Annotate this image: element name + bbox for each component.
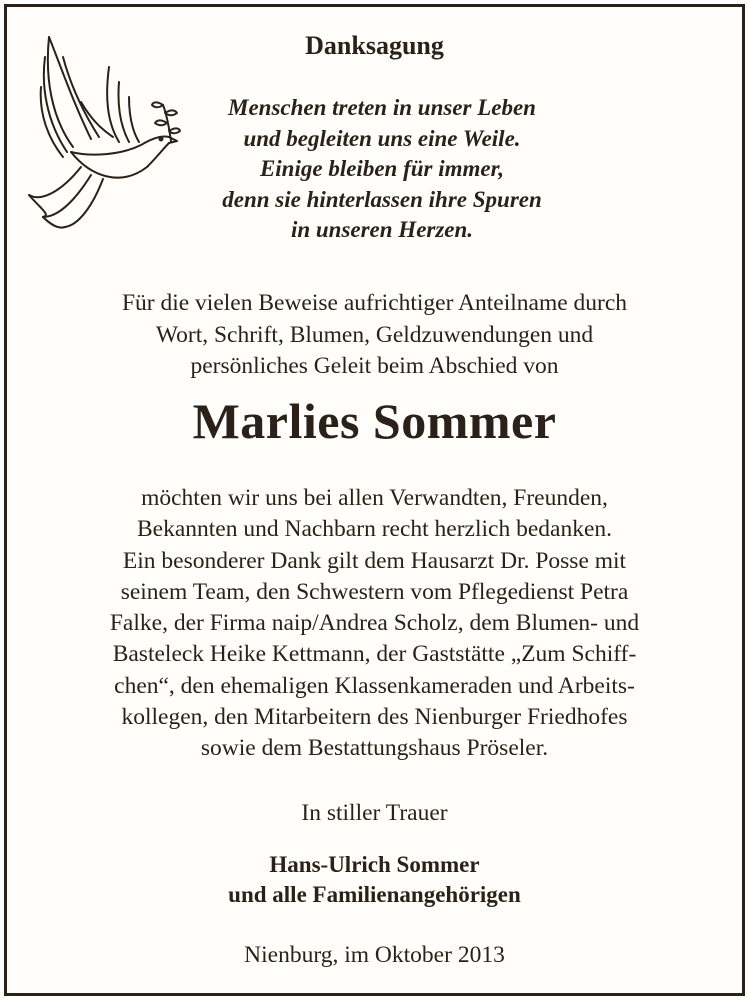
- poem-line: Menschen treten in unser Leben: [228, 95, 536, 120]
- page-title: Danksagung: [305, 31, 444, 60]
- intro-line: Für die vielen Beweise aufrichtiger Anteilname durch: [121, 290, 628, 316]
- thanks-line: Falke, der Firma naip/Andrea Scholz, dem Blumen- und: [109, 610, 640, 637]
- place-date: Nienburg, im Oktober 2013: [244, 942, 505, 968]
- signer-line: Hans-Ulrich Sommer: [269, 852, 480, 877]
- intro-line: Wort, Schrift, Blumen, Geldzuwendungen und: [155, 321, 594, 348]
- thanks-line: chen“, den ehemaligen Klassenkameraden und Arbeits-: [114, 672, 635, 699]
- intro-paragraph: [7, 288, 742, 383]
- obituary-card: [4, 4, 745, 996]
- thanks-line: kollegen, den Mitarbeitern des Nienburger Friedhofes: [121, 704, 628, 731]
- mourning-phrase: In stiller Trauer: [301, 800, 448, 826]
- thanks-line: möchten wir uns bei allen Verwandten, Freunden,: [141, 485, 608, 511]
- thanks-paragraph: [7, 483, 742, 765]
- poem-line: Einige bleiben für immer,: [259, 156, 505, 181]
- thanks-line: sowie dem Bestattungshaus Pröseler.: [200, 735, 549, 762]
- signers: [7, 850, 742, 910]
- poem-line: denn sie hinterlassen ihre Spuren: [222, 186, 542, 212]
- thanks-line: seinem Team, den Schwestern vom Pflegedienst Petra: [120, 578, 629, 605]
- thanks-line: Ein besonderer Dank gilt dem Hausarzt Dr. Posse mit: [122, 547, 627, 574]
- deceased-name: Marlies Sommer: [192, 393, 557, 449]
- thanks-line: Bekannten und Nachbarn recht herzlich bedanken.: [136, 516, 612, 543]
- poem-line: in unseren Herzen.: [290, 217, 474, 242]
- poem: [157, 93, 607, 246]
- thanks-line: Basteleck Heike Kettmann, der Gaststätte „Zum Schiff-: [112, 641, 637, 668]
- poem-line: und begleiten uns eine Weile.: [243, 125, 521, 151]
- intro-line: persönliches Geleit beim Abschied von: [190, 353, 559, 379]
- signer-line: und alle Familienangehörigen: [228, 882, 521, 907]
